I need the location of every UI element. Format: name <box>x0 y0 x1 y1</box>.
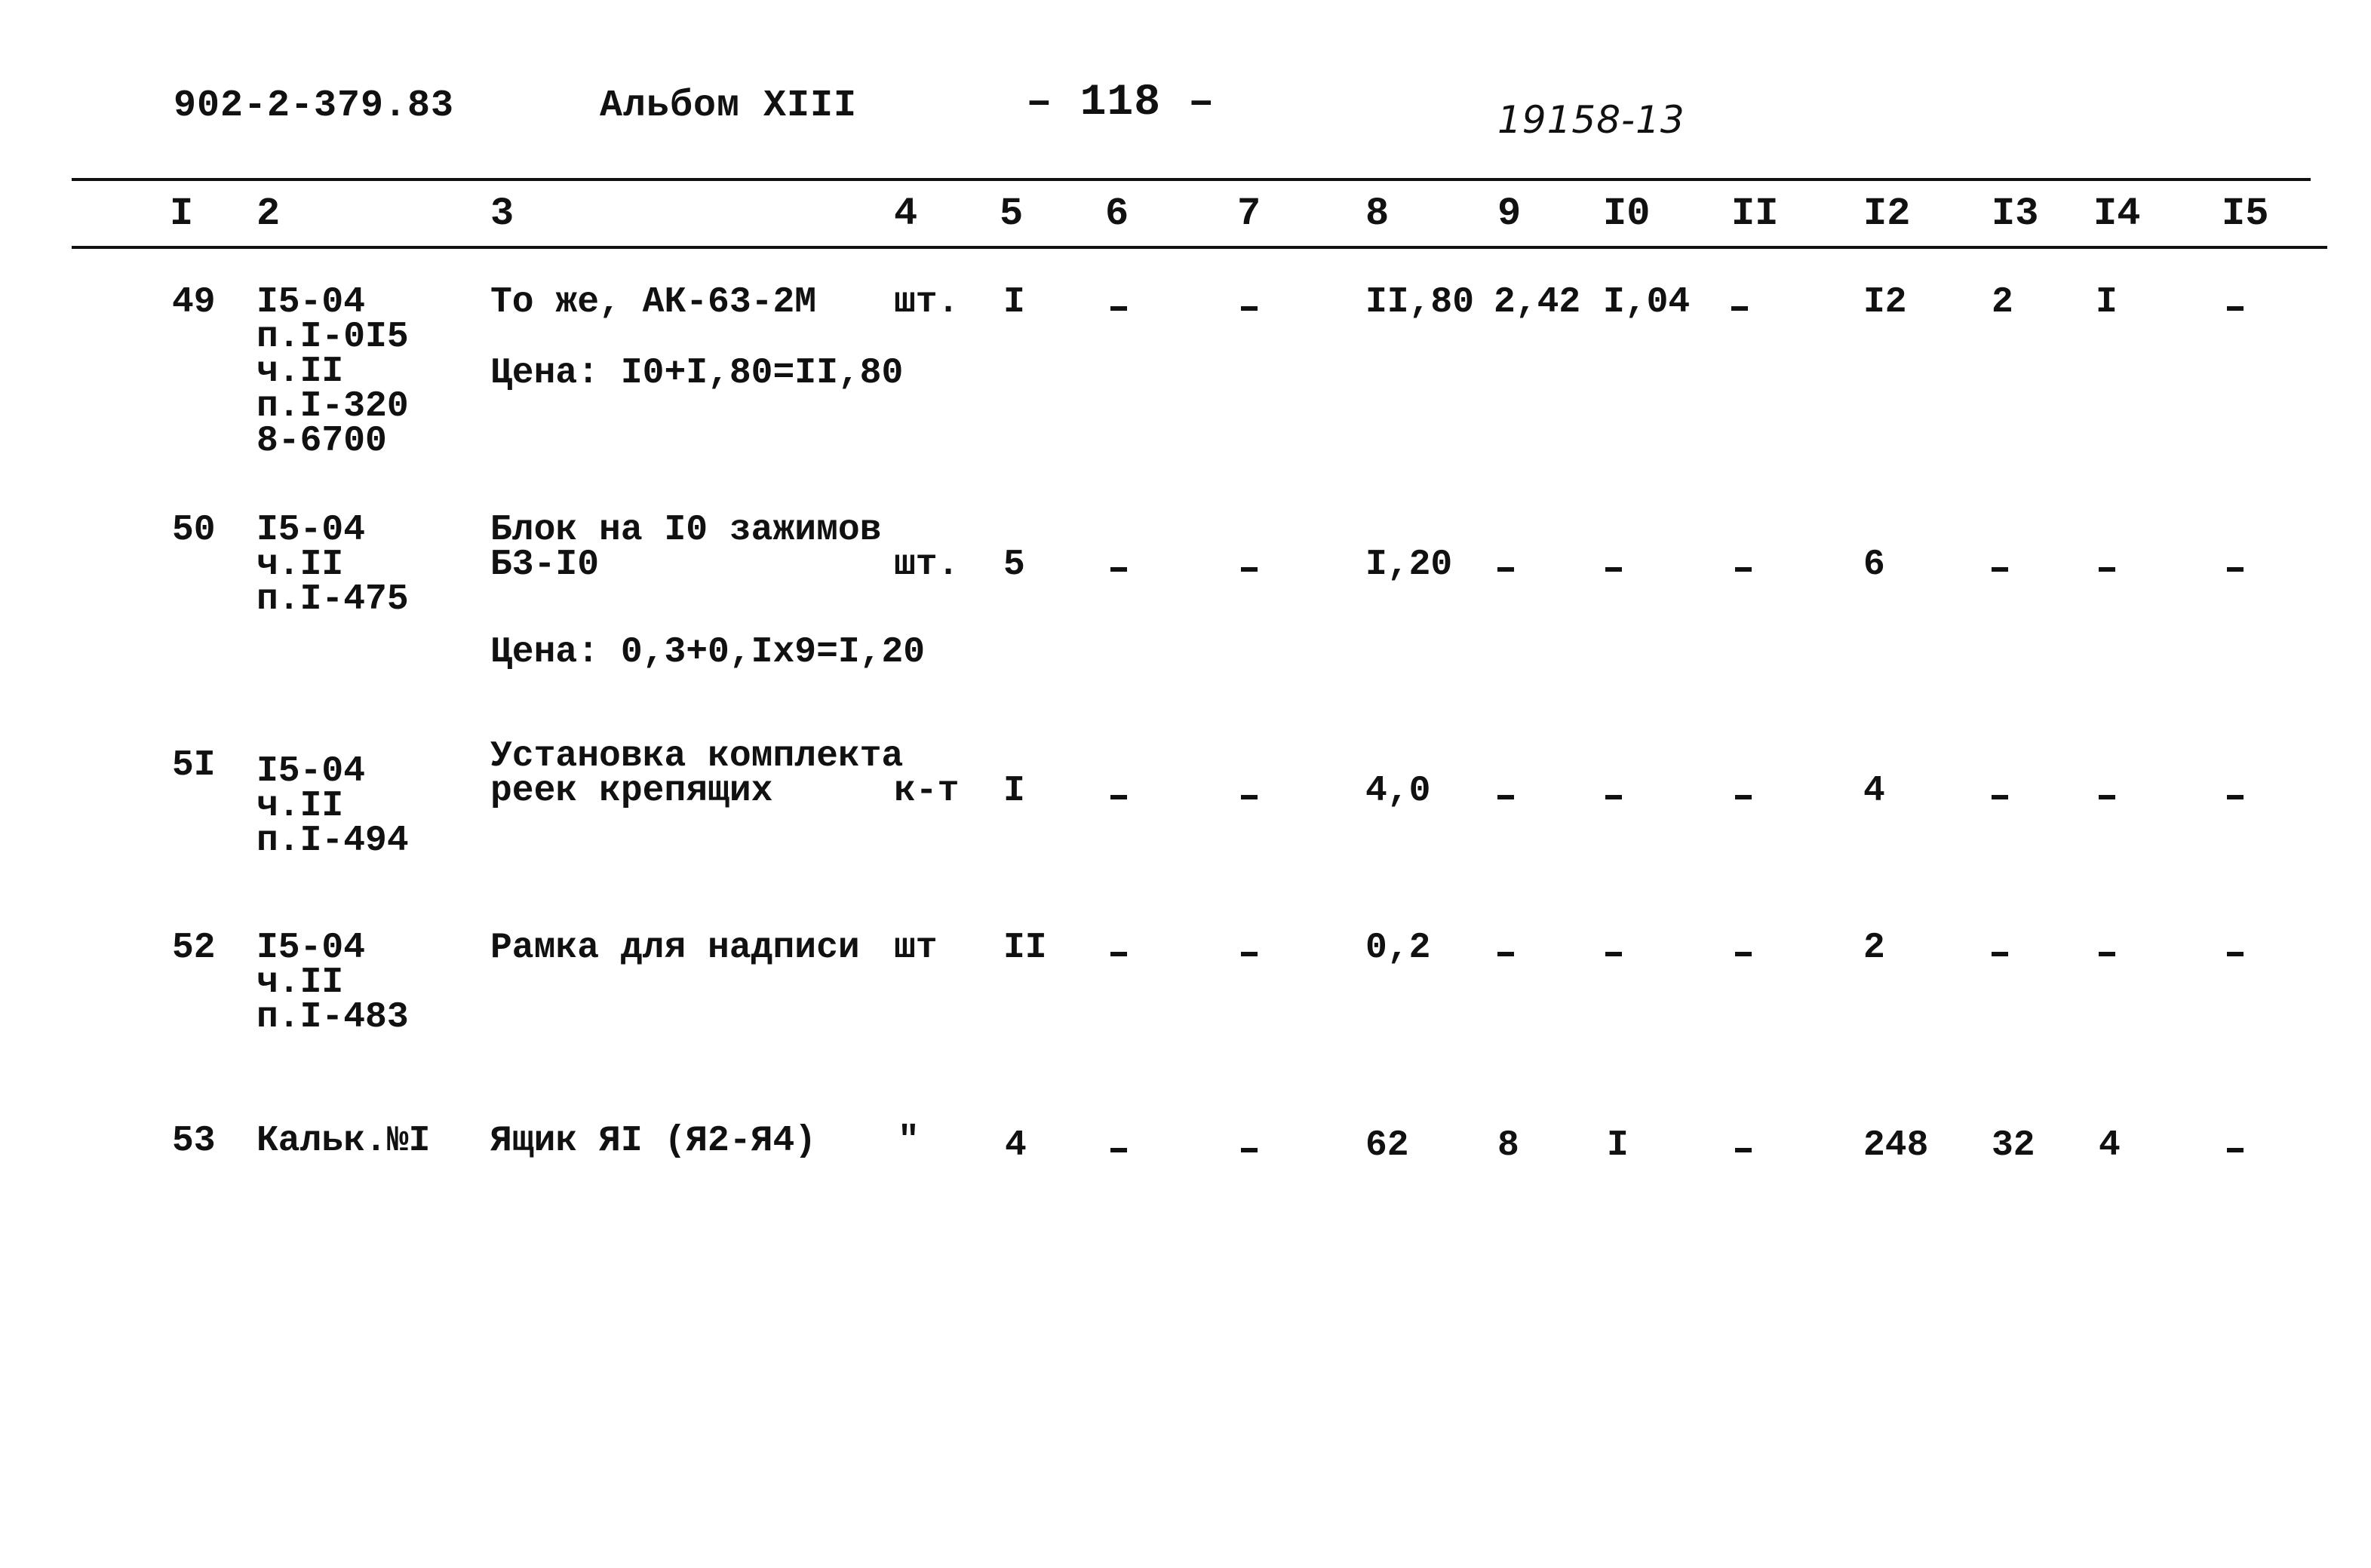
col9-dash <box>1497 795 1514 799</box>
unit: к-т <box>894 771 960 812</box>
col6-dash <box>1110 1148 1127 1152</box>
col-number-2: 2 <box>256 192 281 236</box>
col-number-4: 4 <box>894 192 918 236</box>
col15-dash <box>2227 952 2244 956</box>
col15-dash <box>2227 567 2244 572</box>
col8-value: 0,2 <box>1365 928 1431 968</box>
col5-value: II <box>1003 928 1047 968</box>
col5-value: 5 <box>1003 545 1025 585</box>
album-label: Альбом XIII <box>600 84 858 127</box>
col-number-1: I <box>170 192 194 236</box>
document-code: 902-2-379.83 <box>174 84 455 127</box>
sheet-reference: 19158-13 <box>1497 98 1685 142</box>
col13-dash <box>1992 795 2008 799</box>
col10-dash <box>1605 952 1622 956</box>
col-number-10: I0 <box>1603 192 1651 236</box>
price-note: Цена: I0+I,80=II,80 <box>490 353 904 394</box>
row-number: 52 <box>172 928 216 968</box>
col14-dash <box>2099 952 2115 956</box>
row-number: 50 <box>172 510 216 551</box>
col7-dash <box>1241 795 1258 799</box>
col14-dash <box>2099 795 2115 799</box>
col14-value: I <box>2096 282 2118 323</box>
col-number-11: II <box>1731 192 1779 236</box>
col15-dash <box>2227 306 2244 311</box>
bottom-rule <box>72 246 2327 249</box>
col-number-12: I2 <box>1863 192 1911 236</box>
col8-value: 62 <box>1365 1125 1409 1166</box>
item-name: Блок на I0 зажимов <box>490 510 882 551</box>
col11-dash <box>1735 795 1752 799</box>
col9-dash <box>1497 567 1514 572</box>
col13-value: 32 <box>1992 1125 2035 1166</box>
norm-reference: Кальк.№I <box>256 1121 431 1161</box>
top-rule <box>72 178 2311 181</box>
norm-reference: I5-04 п.I-0I5 ч.II п.I-320 8-6700 <box>256 282 409 462</box>
col7-dash <box>1241 952 1258 956</box>
item-name-line2: реек крепящих <box>490 771 773 812</box>
col6-dash <box>1110 567 1127 572</box>
col-number-13: I3 <box>1992 192 2039 236</box>
col10-dash <box>1605 795 1622 799</box>
col15-dash <box>2227 1148 2244 1152</box>
col6-dash <box>1110 952 1127 956</box>
col6-dash <box>1110 795 1127 799</box>
col11-dash <box>1735 1148 1752 1152</box>
col12-value: 4 <box>1863 771 1885 812</box>
col11-dash <box>1735 952 1752 956</box>
col6-dash <box>1110 306 1127 311</box>
col10-value: I,04 <box>1603 282 1691 323</box>
col-number-5: 5 <box>1000 192 1024 236</box>
item-name: Установка комплекта <box>490 736 904 777</box>
col12-value: 248 <box>1863 1125 1929 1166</box>
col8-value: II,80 <box>1365 282 1475 323</box>
item-name-line2: Б3-I0 <box>490 545 600 585</box>
col5-value: I <box>1003 771 1025 812</box>
col10-dash <box>1605 567 1622 572</box>
row-number: 53 <box>172 1121 216 1161</box>
col-number-9: 9 <box>1497 192 1522 236</box>
col14-dash <box>2099 567 2115 572</box>
col7-dash <box>1241 306 1258 311</box>
unit: шт. <box>894 545 960 585</box>
col9-value: 8 <box>1497 1125 1519 1166</box>
col12-value: 6 <box>1863 545 1885 585</box>
col15-dash <box>2227 795 2244 799</box>
col8-value: I,20 <box>1365 545 1453 585</box>
col13-dash <box>1992 567 2008 572</box>
col-number-7: 7 <box>1237 192 1261 236</box>
norm-reference: I5-04 ч.II п.I-475 <box>256 510 409 620</box>
unit: " <box>898 1121 920 1161</box>
col-number-6: 6 <box>1105 192 1129 236</box>
unit: шт <box>894 928 938 968</box>
item-name: То же, АК-63-2М <box>490 282 817 323</box>
unit: шт. <box>894 282 960 323</box>
item-name: Рамка для надписи <box>490 928 860 968</box>
row-number: 49 <box>172 282 216 323</box>
col-number-15: I5 <box>2222 192 2269 236</box>
page-number: – 118 – <box>1026 78 1215 127</box>
col5-value: 4 <box>1005 1125 1027 1166</box>
col13-dash <box>1992 952 2008 956</box>
col14-value: 4 <box>2099 1125 2121 1166</box>
col9-value: 2,42 <box>1494 282 1581 323</box>
norm-reference: I5-04 ч.II п.I-494 <box>256 751 409 861</box>
col13-value: 2 <box>1992 282 2013 323</box>
col8-value: 4,0 <box>1365 771 1431 812</box>
col7-dash <box>1241 567 1258 572</box>
col12-value: 2 <box>1863 928 1885 968</box>
row-number: 5I <box>172 745 216 786</box>
col-number-8: 8 <box>1365 192 1390 236</box>
item-name: Ящик ЯI (Я2-Я4) <box>490 1121 817 1161</box>
col5-value: I <box>1003 282 1025 323</box>
col7-dash <box>1241 1148 1258 1152</box>
col10-value: I <box>1607 1125 1629 1166</box>
col9-dash <box>1497 952 1514 956</box>
col11-dash <box>1731 306 1748 311</box>
col11-dash <box>1735 567 1752 572</box>
col-number-14: I4 <box>2093 192 2141 236</box>
norm-reference: I5-04 ч.II п.I-483 <box>256 928 409 1038</box>
price-note: Цена: 0,3+0,Iх9=I,20 <box>490 632 926 673</box>
col-number-3: 3 <box>490 192 514 236</box>
col12-value: I2 <box>1863 282 1907 323</box>
